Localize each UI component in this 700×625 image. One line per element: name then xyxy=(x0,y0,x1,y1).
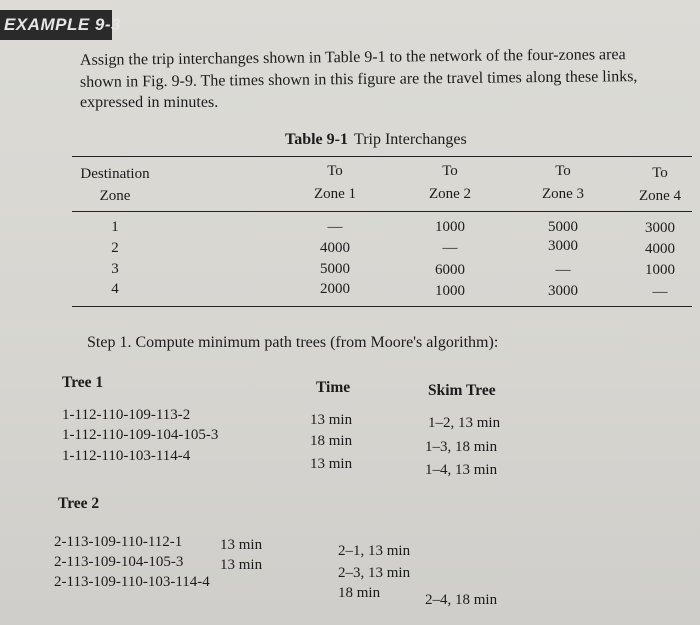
row2-to-zone2: — xyxy=(442,240,458,256)
row2-to-zone4: 4000 xyxy=(645,241,675,257)
row4-zone: 4 xyxy=(111,281,119,297)
paragraph-line-2: shown in Fig. 9-9. The times shown in this figure are the travel times along these links, xyxy=(79,68,638,91)
tree2-skim-2: 2–3, 13 min xyxy=(338,565,411,581)
tree2-skim-1: 2–1, 13 min xyxy=(338,543,411,559)
tree2-path-1: 2-113-109-110-112-1 xyxy=(54,534,183,550)
tree1-path-2: 1-112-110-109-104-105-3 xyxy=(62,427,219,443)
header-zone: Zone xyxy=(99,188,131,204)
row1-zone: 1 xyxy=(111,219,119,235)
row1-to-zone2: 1000 xyxy=(435,219,465,235)
row4-to-zone3: 3000 xyxy=(548,283,578,299)
table-top-rule xyxy=(72,156,692,157)
header-to-zone1: To xyxy=(327,163,343,179)
step1-text: Step 1. Compute minimum path trees (from Moore's algorithm): xyxy=(87,334,499,351)
tree1-time-2: 18 min xyxy=(310,433,353,449)
row1-to-zone3: 5000 xyxy=(548,219,578,235)
tree1-path-3: 1-112-110-103-114-4 xyxy=(62,448,191,464)
paragraph-line-1: Assign the trip interchanges shown in Table 9-1 to the network of the four-zones area xyxy=(79,46,626,69)
tree2-path-3: 2-113-109-110-103-114-4 xyxy=(54,574,210,590)
paragraph-line-3: expressed in minutes. xyxy=(80,94,219,111)
tree1-skim-3: 1–4, 13 min xyxy=(425,462,498,478)
skim-tree-header: Skim Tree xyxy=(428,382,496,399)
tree2-time-3: 18 min xyxy=(338,585,381,601)
row3-to-zone1: 5000 xyxy=(320,261,350,277)
example-label: EXAMPLE 9-3 xyxy=(0,10,112,40)
row2-zone: 2 xyxy=(111,240,119,256)
header-zone1: Zone 1 xyxy=(313,186,357,202)
row3-to-zone3: — xyxy=(555,262,571,278)
row4-to-zone2: 1000 xyxy=(435,283,465,299)
row3-to-zone4: 1000 xyxy=(645,262,675,278)
tree2-time-2: 13 min xyxy=(220,557,263,573)
tree2-path-2: 2-113-109-104-105-3 xyxy=(54,554,184,570)
tree2-time-1: 13 min xyxy=(220,537,263,553)
tree1-skim-2: 1–3, 18 min xyxy=(425,439,498,455)
tree1-time-1: 13 min xyxy=(310,412,353,428)
table-title xyxy=(285,131,467,149)
row2-to-zone1: 4000 xyxy=(320,240,350,256)
table-bottom-rule xyxy=(72,306,692,307)
tree2-skim-3: 2–4, 18 min xyxy=(425,592,498,608)
header-destination: Destination xyxy=(80,166,150,182)
row4-to-zone4: — xyxy=(652,284,668,300)
row4-to-zone1: 2000 xyxy=(320,281,350,297)
table-number: Table 9-1 xyxy=(285,131,348,148)
table-header-rule xyxy=(72,211,692,212)
tree1-path-1: 1-112-110-109-113-2 xyxy=(62,407,191,423)
table-caption: Trip Interchanges xyxy=(353,131,467,148)
row1-to-zone4: 3000 xyxy=(645,220,675,236)
row2-to-zone3: 3000 xyxy=(548,238,578,254)
header-to-zone2: To xyxy=(442,163,458,179)
header-to-zone3: To xyxy=(555,163,571,179)
tree1-skim-1: 1–2, 13 min xyxy=(428,415,501,431)
header-zone3: Zone 3 xyxy=(541,186,585,202)
tree1-label: Tree 1 xyxy=(62,374,104,391)
header-to-zone4: To xyxy=(652,165,668,181)
time-header: Time xyxy=(316,379,351,396)
header-zone4: Zone 4 xyxy=(638,188,682,204)
tree1-time-3: 13 min xyxy=(310,456,353,472)
row3-to-zone2: 6000 xyxy=(435,262,465,278)
tree2-label: Tree 2 xyxy=(58,495,100,512)
header-zone2: Zone 2 xyxy=(428,186,472,202)
row1-to-zone1: — xyxy=(327,219,343,235)
row3-zone: 3 xyxy=(111,261,119,277)
